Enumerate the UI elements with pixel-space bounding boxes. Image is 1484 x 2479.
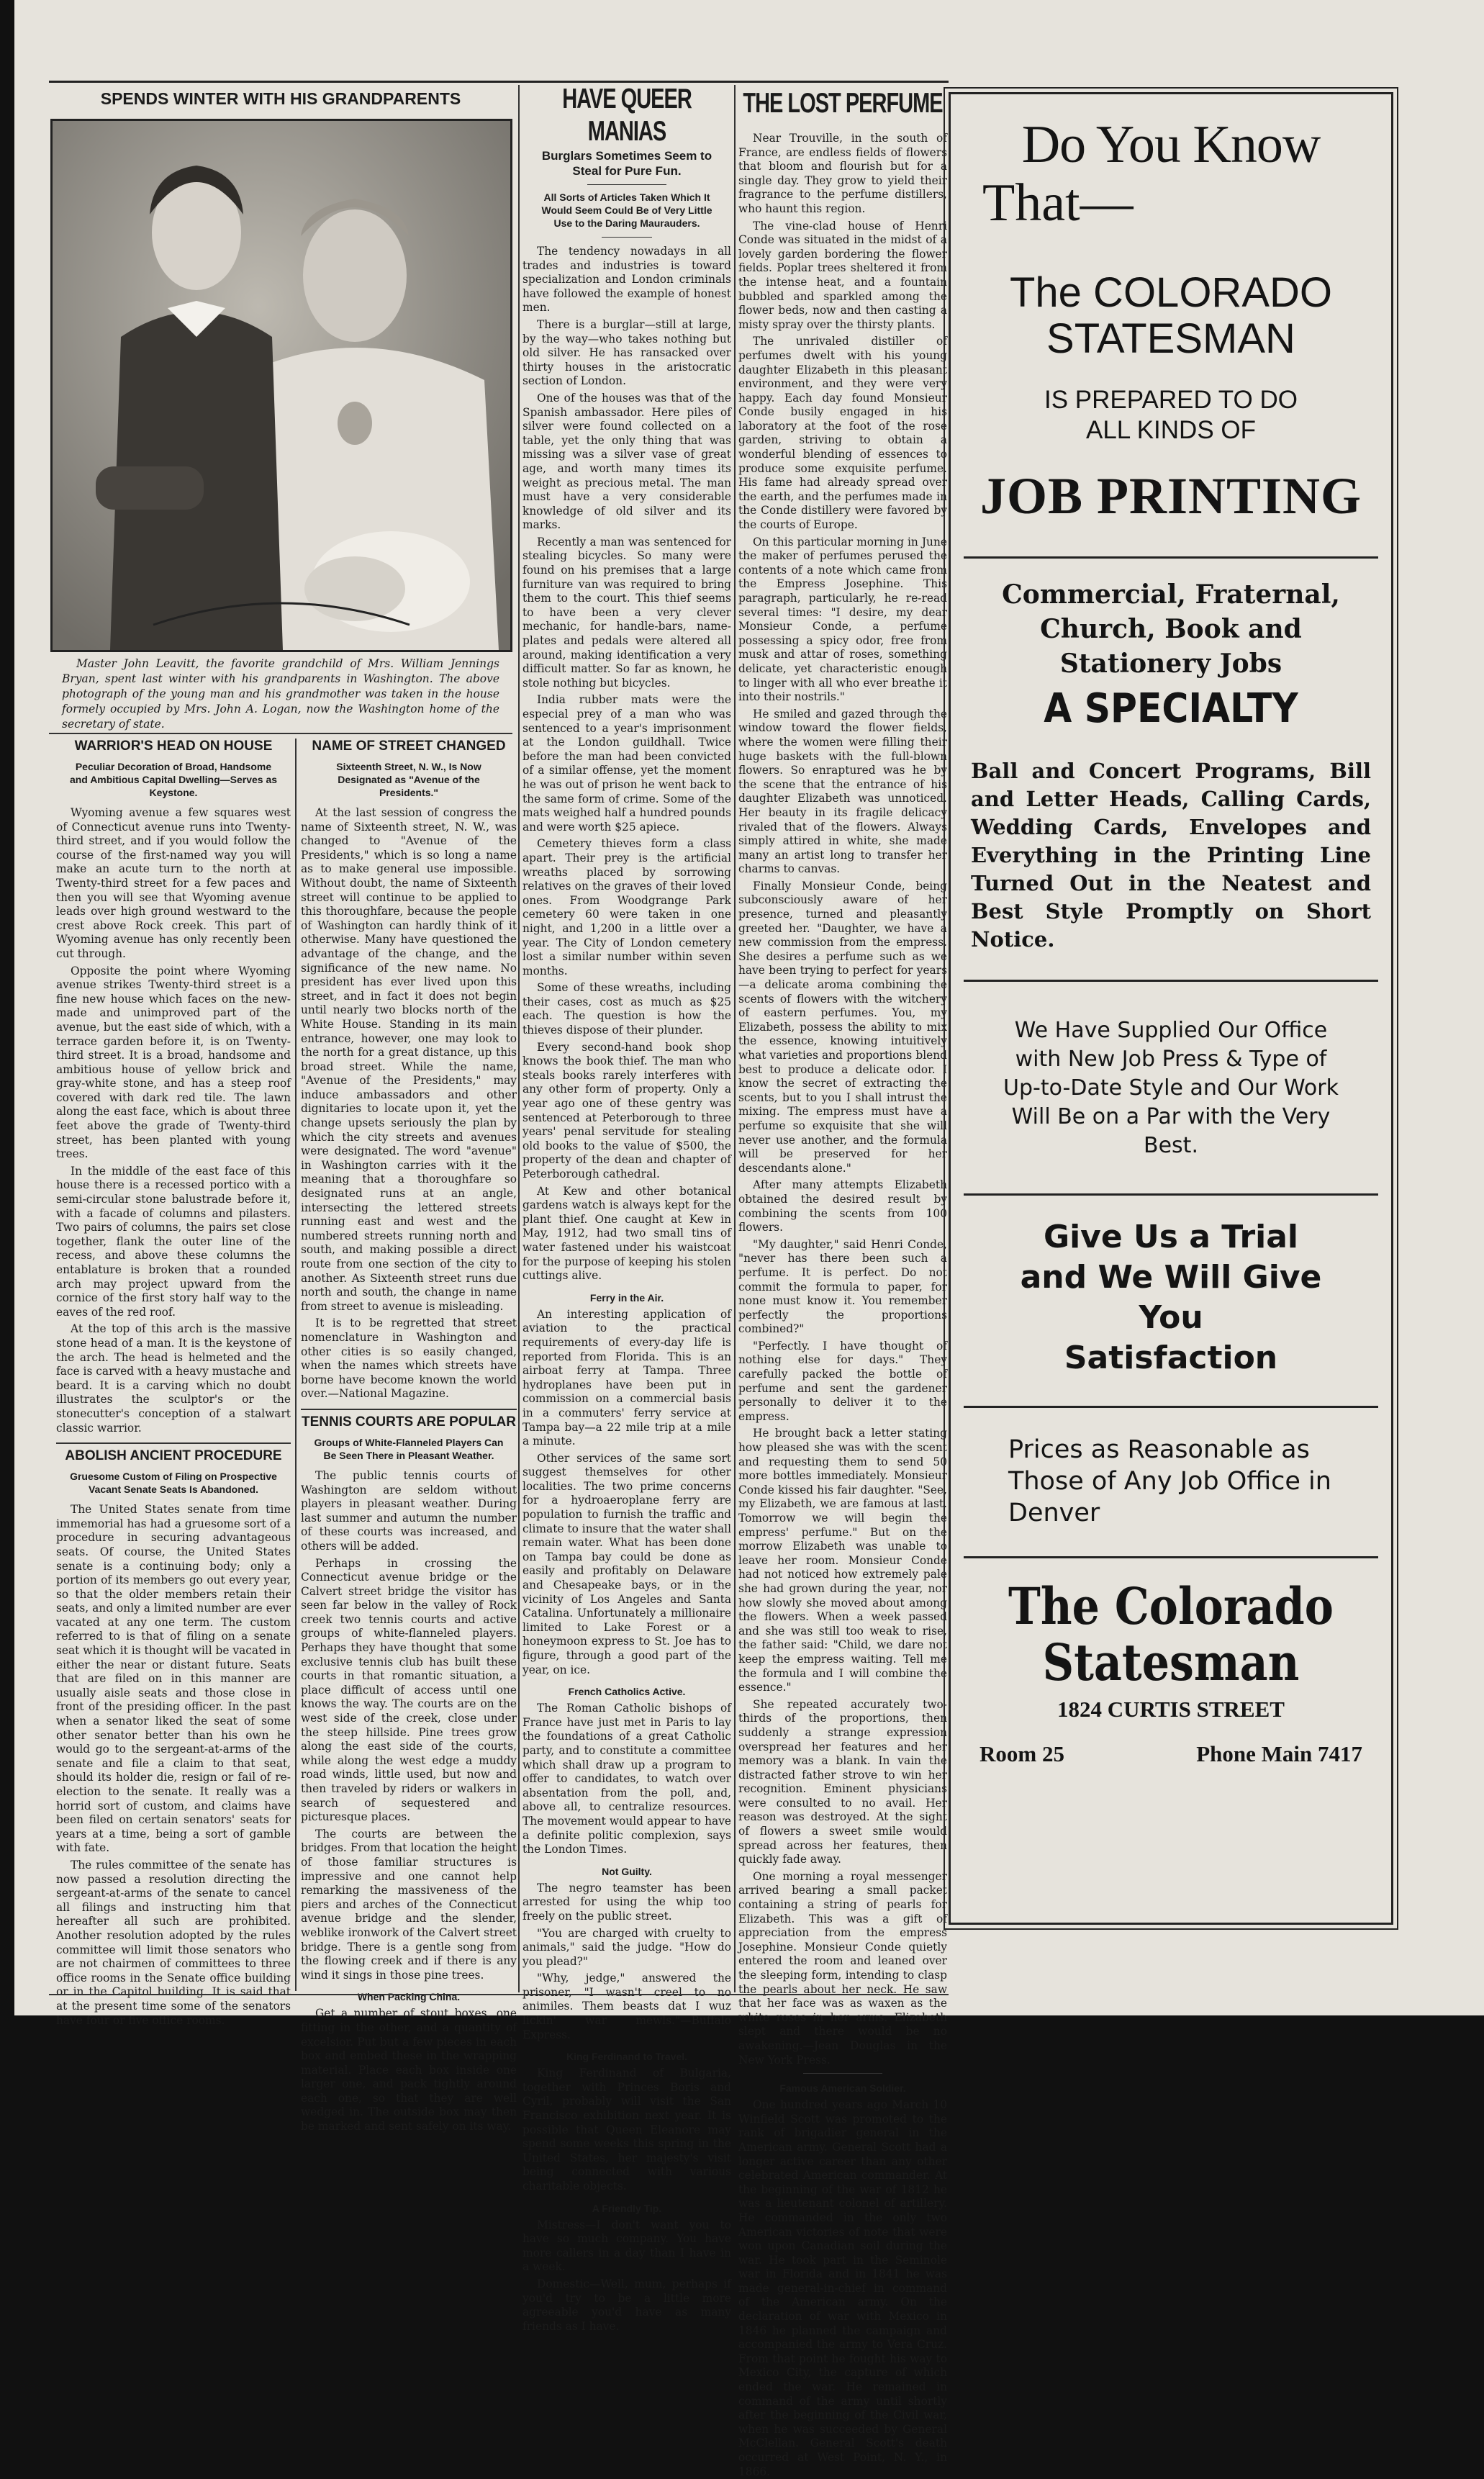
paragraph: India rubber mats were the especial prey of a man who was sentenced to a year's imprisonment at the London guildhall. Twice before the man had been convicted of a similar offense, yet the moment he was out of prison he went back to the same form of crime. Some of the mats weighed half a hundred pounds and were worth $25 apiece. [522,693,731,834]
paragraph: The negro teamster has been arrested for using the whip too freely on the public street. [522,1881,731,1923]
paragraph: Perhaps in crossing the Connecticut avenue bridge or the Calvert street bridge the visitor has seen far below in the valley of Rock creek two tennis courts and active groups of white-flanneled players. Perhaps they have thought that some exclusive tennis club has built these courts in that romantic situation, a place difficult of access until one knows the way. The courts are on the west side of the creek, close under the steep hillside. Pine trees grow along the east side of the courts, while along the west edge a muddy road winds, little used, but now and then traveled by riders or walkers in search of sequestered and picturesque places. [301,1556,517,1824]
paragraph: He smiled and gazed through the window toward the flower fields, where the women were filling their huge baskets with the full-blown flowers. So enraptured was he by the scene that the entrance of his daughter Elizabeth was unnoticed. Her beauty in its fragile delicacy rivaled that of the flowers. Always simply attired in white, she made many an artist long to transfer her charms to canvas. [738,707,947,876]
catholics-head: French Catholics Active. [568,1686,686,1698]
queer-manias-body [522,245,731,1283]
ancient-procedure-subhead: Gruesome Custom of Filing on Prospective Vacant Senate Seats Is Abandoned. [70,1471,277,1496]
subhead-rule [587,184,666,185]
column-1 [56,739,291,2027]
ad-line-17: Satisfaction [1064,1340,1278,1376]
paragraph: Mistress—I don't want you to have so much company. You have more callers in a day than I have in a week. [522,2218,731,2274]
ferdinand-head: King Ferdinand to Travel. [566,2051,688,2063]
paragraph: At Kew and other botanical gardens watch is always kept for the plant thief. One caught at Kew in May, 1912, had two small tins of water fastened under his waistcoat for the purpose of keeping his stolen cuttings alive. [522,1184,731,1283]
street-changed-subhead: Sixteenth Street, N. W., Is Now Designated as "Avenue of the Presidents." [336,761,481,798]
paragraph: The vine-clad house of Henri Conde was situated in the midst of a lovely garden bordering the flower fields. Poplar trees sheltered it from the intense heat, and a fountain bubbled and sparkled among the flower beds, now and then casting a misty spray over the thirsty plants. [738,219,947,331]
packing-china-body: Get a number of stout boxes, one fitting in the other, and a quantity of excelsior. Put but a few pieces in each box and embed these in the wrapping material. Place each box inside one larger one, and pack tightly around each one, so that they are well wedged in. The outside box may then be marked and sent safely on its way. [301,2007,517,2133]
warriors-head-subhead: Peculiar Decoration of Broad, Handsome and Ambitious Capital Dwelling—Serves as Keystone. [69,761,278,798]
ad-divider [964,1556,1378,1558]
paragraph: Cemetery thieves form a class apart. Their prey is the artificial wreaths placed by sorrowing relatives on the graves of their loved ones. From Woodgrange Park cemetery 60 were taken in one night, and 1,200 in a little over a year. The City of London cemetery lost a similar number within seven months. [522,837,731,977]
column-divider [295,739,297,1991]
paragraph: King Ferdinand of Bulgaria, together with Princes Boris and Cyril, probably will visit the San Francisco exhibition next year. It is possible that Queen Eleanore may spend some weeks this spring in the United States, her majesty's visit being connected with various charitable objects. [522,2067,731,2193]
newspaper-page [14,0,1484,2478]
column-2 [301,739,517,2133]
paragraph: In the middle of the east face of this house there is a recessed portico with a semi-circular stone balustrade before it, with a facade of columns and pilasters. Two pairs of columns, the pairs set close together, flank the outer line of the recess, and above these columns the entablature is broken that a rounded arch may project upward from the cornice of the first story half way to the eaves of the red roof. [56,1164,291,1319]
paragraph: Other services of the same sort suggest themselves for other localities. The two prime concerns for a hydroaeroplane ferry are population to furnish the traffic and climate to insure that the water shall remain water. What has been done on Tampa bay could be done as easily and profitably on Delaware and Chesapeake bays, or in the vicinity of Los Angeles and Santa Catalina. Unfortunately a millionaire limited to Lake Forest or a honeymoon express to St. Joe has to figure, through a good part of the year, on ice. [522,1451,731,1676]
street-changed-body [301,806,517,1401]
paragraph: One of the houses was that of the Spanish ambassador. Here piles of silver were found collected on a table, yet the only thing that was missing was a silver vase of great age, and worth many times its weight as precious metal. The man must have a very considerable knowledge of old silver and its marks. [522,391,731,532]
ad-divider [964,1193,1378,1196]
ad-line-10: Stationery Jobs [1059,649,1282,679]
packing-china-head: When Packing China. [357,1991,461,2003]
ferry-head: Ferry in the Air. [589,1291,664,1304]
not-guilty-head: Not Guilty. [602,1865,652,1877]
paragraph: He brought back a letter stating how pleased she was with the scent and requesting them to send 50 more bottles immediately. Monsieur Conde kissed his fair daughter. "See, my Elizabeth, we are famous at last. Tomorrow we will begin the empress' perfume." But on the morrow Elizabeth was unable to leave her room. Monsieur Conde had not noticed how extremely pale she had grown during the year, nor how slowly she moved about among the flowers. When a week passed and she was still too weak to rise, the father said: "Child, we dare not keep the empress waiting. Tell me the formula and I will combine the essence." [738,1427,947,1694]
tennis-courts-body [301,1469,517,1982]
ad-line-5: IS PREPARED TO DO [1044,386,1298,414]
rule-under-caption [49,733,512,734]
ad-line-14: Give Us a Trial [1043,1219,1299,1255]
ad-divider [964,980,1378,982]
ad-phone: Phone Main 7417 [1196,1741,1362,1766]
ad-divider [964,1406,1378,1408]
warriors-head-headline: WARRIOR'S HEAD ON HOUSE [74,739,273,754]
paragraph: The United States senate from time immemorial has had a gruesome sort of a procedure in securing advantageous seats. Of course, the United States senate is a continuing body; only a portion of its members go out every year, so that the older members retain their seats, and only a limited number are ever vacated at any one term. The custom referred to is that of filing on a senate seat which it is thought will be vacated in either the near or distant future. Seats that are filed on in this manner are usually aisle seats and those close in front of the presiding officer. In the past when a senator liked the seat of some other senator better than his own he would go to the sergeant-at-arms of the senate and file a claim to that seat, should its holder die, resign or fail of re-election to the senate. It really was a horrid sort of custom, and claims have been filed on certain senators' seats for years at a time, being a sort of gamble with fate. [56,1503,291,1855]
ancient-procedure-headline: ABOLISH ANCIENT PROCEDURE [65,1448,282,1464]
photo-caption: Master John Leavitt, the favorite grandchild of Mrs. William Jennings Bryan, spent last winter with his grandparents in Washington. The above photograph of the young man and his grandmother was taken in the house formely occupied by Mrs. John A. Logan, now the Washington home of the secretary of state. [62,657,499,731]
paragraph: Finally Monsieur Conde, being subconsciously aware of her presence, turned and pleasantly greeted her. "Daughter, we have a new commission from the empress. She desires a perfume such as we have been trying to perfect for years—a delicate aroma combining the scents of flowers with the witchery of eastern perfumes. You, my Elizabeth, possess the ability to mix the essence, knowing intuitively what varieties and proportions blend best to produce a delicate odor. I know the secret of extracting the scents, but to you I shall intrust the mixing. The empress must have a perfume so exquisite that she will never use another, and the formula will be preserved for her descendants alone." [738,879,947,1175]
ad-line-20: Statesman [1042,1633,1300,1692]
paragraph: "Why, jedge," answered the prisoner, "I wasn't creel to no animiles. Them beasts dat I wuz lickin' war mewls."—Buffalo Express. [522,1972,731,2041]
section-rule [56,1442,291,1444]
tennis-courts-subhead: Groups of White-Flanneled Players Can Be Seen There in Pleasant Weather. [314,1436,504,1461]
column-divider [734,85,736,1992]
portrait-photo [50,119,512,652]
paragraph: The tendency nowadays in all trades and industries is toward specialization and London criminals have followed the example of honest men. [522,245,731,315]
column-4 [738,85,947,2478]
paragraph: On this particular morning in June the maker of perfumes perused the contents of a note which came from the Empress Josephine. This paragraph, particularly, he re-read several times: "I desire, my dear Monsieur Conde, a perfume possessing a spicy odor, free from musk and attar of roses, something delicate, yet characteristic enough to linger with all who ever breathe it into their nostrils." [738,535,947,704]
paragraph: There is a burglar—still at large, by the way—who takes nothing but old silver. He has ransacked over thirty houses in the aristocratic section of London. [522,317,731,388]
paragraph: The rules committee of the senate has now passed a resolution directing the sergeant-at-arms of the senate to cancel all filings and instructing him that hereafter all such are prohibited. Another resolution adopted by the rules committee will limit those senators who are not chairmen of committees to three office rooms in the Senate office building or in the Capitol building. It is said that at the present time some of the senators have four or five office rooms. [56,1858,291,2027]
paragraph: "My daughter," said Henri Conde, "never has there been such a perfume. It is perfect. Do not commit the formula to paper, for none must know it. You remember perfectly the proportions combined?" [738,1237,947,1336]
column-3 [522,83,731,2333]
paragraph: Recently a man was sentenced for stealing bicycles. So many were found on his premises that a large furniture van was required to bring them to the court. This thief seems to have been a very clever mechanic, for handle-bars, name-plates and pedals were altered all around, making identification a very difficult matter. So far as known, he stole nothing but bicycles. [522,535,731,690]
job-printing-ad [949,92,1393,1925]
photo-headline: SPENDS WINTER WITH HIS GRANDPARENTS [100,89,461,108]
queer-manias-subhead-2: All Sorts of Articles Taken Which It Would Seem Could Be of Very Little Use to the Daring Maurauders. [541,191,712,229]
paragraph: One morning a royal messenger arrived bearing a small packet containing a string of pearls for Elizabeth. This was a gift of appreciation from the empress Josephine. Monsieur Conde quietly entered the room and leaned over the sleeping form, intending to clasp the pearls about her neck. He saw that her face was as waxen as the white roses in her arms. Elizabeth slept and there would be no awakening.—Jean Douglas in the New York Press. [738,1869,947,2067]
ad-line-12: Ball and Concert Programs, Bill and Letter Heads, Calling Cards, Wedding Cards, Envelopes and Everything in the Printing Line Turned Out in the Neatest and Best Style Promptly on Short Notice. [971,759,1371,952]
ad-contact-row [979,1741,1362,1767]
paragraph: The courts are between the bridges. From that location the height of those familiar structures is impressive and one cannot help remarking the massiveness of the piers and arches of the Connecticut avenue bridge and the slender, weblike ironwork of the Calvert street bridge. There is a gentle song from the flowing creek and if there is any wind it sings in those pine trees. [301,1827,517,1982]
paragraph: It is to be regretted that street nomenclature in Washington and other cities is so easily changed, when the names which streets have borne have become known the world over.—National Magazine. [301,1317,517,1401]
subhead-rule [602,237,652,238]
ad-line-15: and We Will Give [1020,1259,1322,1296]
ad-line-6: ALL KINDS OF [1086,416,1256,444]
paragraph: She repeated accurately two-thirds of the proportions, then suddenly a strange expression overspread her features and her memory was a blank. In vain the distracted father strove to win her recognition. Eminent physicians were consulted to no avail. Her reason was destroyed. At the sight of flowers a sweet smile would spread across her features, then quickly fade away. [738,1697,947,1866]
column-divider [518,85,520,1992]
ancient-procedure-body [56,1503,291,2028]
ad-line-8: Commercial, Fraternal, [1002,579,1340,610]
section-rule [803,2073,882,2074]
ad-room: Room 25 [979,1741,1064,1766]
paragraph: "Perfectly. I have thought of nothing else for days." They carefully packed the bottle of perfume and sent the gardener personally to deliver it to the empress. [738,1339,947,1423]
paragraph: The public tennis courts of Washington are seldom without players in pleasant weather. During last summer and autumn the number of these courts was increased, and others will be added. [301,1468,517,1553]
paragraph: Every second-hand book shop knows the book thief. The man who steals books rarely interferes with any other form of property. Only a year ago one of these gentry was sentenced at Peterborough to three years' penal servitude for stealing old books to the value of $500, the property of the dean and chapter of Peterborough cathedral. [522,1040,731,1180]
paragraph: At the last session of congress the name of Sixteenth street, N. W., was changed to "Avenue of the Presidents," which is so long a name as to make general use impossible. Without doubt, the name of Sixteenth street will continue to be applied to this thoroughfare, because the people of Washington can hardly think of it otherwise. Many have questioned the advantage of the change, and the significance of the new name. No president has ever lived upon this street, and in fact it does not begin until nearly two blocks north of the White House. Standing in its main entrance, however, one may look to the north for a great distance, up this broad street. While the name, "Avenue of the Presidents," may induce ambassadors and other dignitaries to locate upon it, yet the change upsets seriously the plan by which the city streets and avenues were designated. The word "avenue" in Washington carries with it the meaning that a thoroughfare so designated runs at an angle, intersecting the lettered streets running east and west and the numbered streets running north and south, and making possible a direct route from one section of the city to another. As Sixteenth street runs due north and south, the change in name from street to avenue is misleading. [301,806,517,1313]
paragraph: Opposite the point where Wyoming avenue strikes Twenty-third street is a fine new house which faces on the new-made and unimproved part of the avenue, but the east side of which, with a terrace garden before it, is on Twenty-third street. It is a broad, handsome and ambitious house of yellow brick and gray-white stone, and has a steep roof covered with dark red tile. The lawn along the east face, which is about three feet above the grade of Twenty-third street, has been planted with young trees. [56,964,291,1161]
paragraph: Near Trouville, in the south of France, are endless fields of flowers that bloom and flourish but for a single day. They grow to yield their fragrance to the perfume distillers, who haunt this region. [738,132,947,215]
paragraph: The Roman Catholic bishops of France have just met in Paris to lay the foundations of a great Catholic party, and to constitute a committee which shall draw up a program to offer to candidates, to watch over absentation from the poll, and, above all, to centralize resources. The movement would appear to have a definite politic complexion, says the London Times. [522,1702,731,1856]
queer-manias-subhead: Burglars Sometimes Seem to Steal for Pure Fun. [541,149,712,178]
ad-line-13: We Have Supplied Our Office with New Job Press & Type of Up-to-Date Style and Our Work Will Be on a Par with the Very Best. [1003,1018,1339,1158]
paragraph: Domestic—Well, mum, perhaps if you'd try to be a little more agreeable you'd have as many friends as I have. [522,2277,731,2333]
top-rule [49,81,949,83]
paragraph: "You are charged with cruelty to animals," said the judge. "How do you plead?" [522,1926,731,1968]
ad-line-4: STATESMAN [1046,315,1295,362]
paragraph: At the top of this arch is the massive stone head of a man. It is the keystone of the arch. The head is helmeted and the face is carved with a heavy mustache and beard. It is a carving which no doubt illustrates the sculptor's or the stonecutter's conception of a stalwart classic warrior. [56,1322,291,1435]
paragraph: Wyoming avenue a few squares west of Connecticut avenue runs into Twenty-third street, and if you would follow the course of the first-named way you will make an acute turn to the north at Twenty-third street for a few paces and then you will see that Wyoming avenue leads over high ground westward to the crest above Rock creek. This part of Wyoming avenue has only recently been cut through. [56,806,291,960]
paragraph: Some of these wreaths, including their cases, cost as much as $25 each. The question is how the thieves dispose of their plunder. [522,981,731,1037]
tennis-courts-headline: TENNIS COURTS ARE POPULAR [301,1414,517,1430]
paragraph: One hundred years ago March 10 Winfield Scott was promoted to the rank of brigadier general in the American army. General Scott had a longer active career than any other celebrated American commander. At the beginning of the war of 1812 he was a lieutenant colonel of artillery. He commanded in the only two American victories of note that were won upon Canadian soil during the war. He took part in the Seminole war in Florida and in 1841 he was made general-in-chief in command of the American army. On the declaration of war with Mexico in 1846 he planned the campaign and accompanied the army to Vera Cruz. From that point he fought his way to Mexico City, the capture of which ended the war. He remained in command of the army until shortly after the beginning of the Civil war, when he was succeeded by General McClellan. General Scott's death occurred at West Point, N. Y., in 1866. [738,2098,947,2478]
ad-line-18: Prices as Reasonable as Those of Any Job Office in Denver [1008,1435,1331,1527]
queer-manias-headline: HAVE QUEER MANIAS [562,83,692,148]
ad-line-21: 1824 CURTIS STREET [1057,1697,1285,1722]
ad-line-16: You [1139,1299,1203,1336]
friendly-tip-head: A Friendly Tip. [592,2202,662,2214]
paragraph: An interesting application of aviation to the practical requirements of every-day life is reported from Florida. This is an airboat ferry at Tampa. Three hydroplanes have been put in commission on a commercial basis in a commuters' ferry service at Tampa bay—a 22 mile trip at a mile a minute. [522,1307,731,1448]
ad-divider [964,556,1378,559]
ad-line-9: Church, Book and [1040,614,1302,644]
lost-perfume-body [738,132,947,2067]
bottom-rule [49,1994,949,1995]
ad-line-1: Do You Know [1021,115,1321,174]
ad-line-3: The COLORADO [1010,269,1332,316]
ad-line-2: That— [982,173,1134,232]
paragraph: The unrivaled distiller of perfumes dwelt with his young daughter Elizabeth in this pleasant environment, and they were very happy. Each day found Monsieur Conde busily engaged in his laboratory at the foot of the rose garden, striving to obtain a wonderful blending of essences to produce some exquisite perfume. His fame had already spread over the earth, and the perfumes made in the Conde distillery were favored by the courts of Europe. [738,335,947,532]
paragraph: After many attempts Elizabeth obtained the desired result by combining the scents from 100 flowers. [738,1178,947,1234]
soldier-head: Famous American Soldier. [779,2082,906,2095]
ad-line-11: A SPECIALTY [1044,685,1298,732]
section-rule [301,1409,517,1410]
street-changed-headline: NAME OF STREET CHANGED [312,739,506,754]
ad-line-19: The Colorado [1008,1576,1334,1636]
lost-perfume-headline: THE LOST PERFUME [743,88,943,119]
ad-line-7: JOB PRINTING [979,467,1362,525]
warriors-head-body [56,806,291,1435]
